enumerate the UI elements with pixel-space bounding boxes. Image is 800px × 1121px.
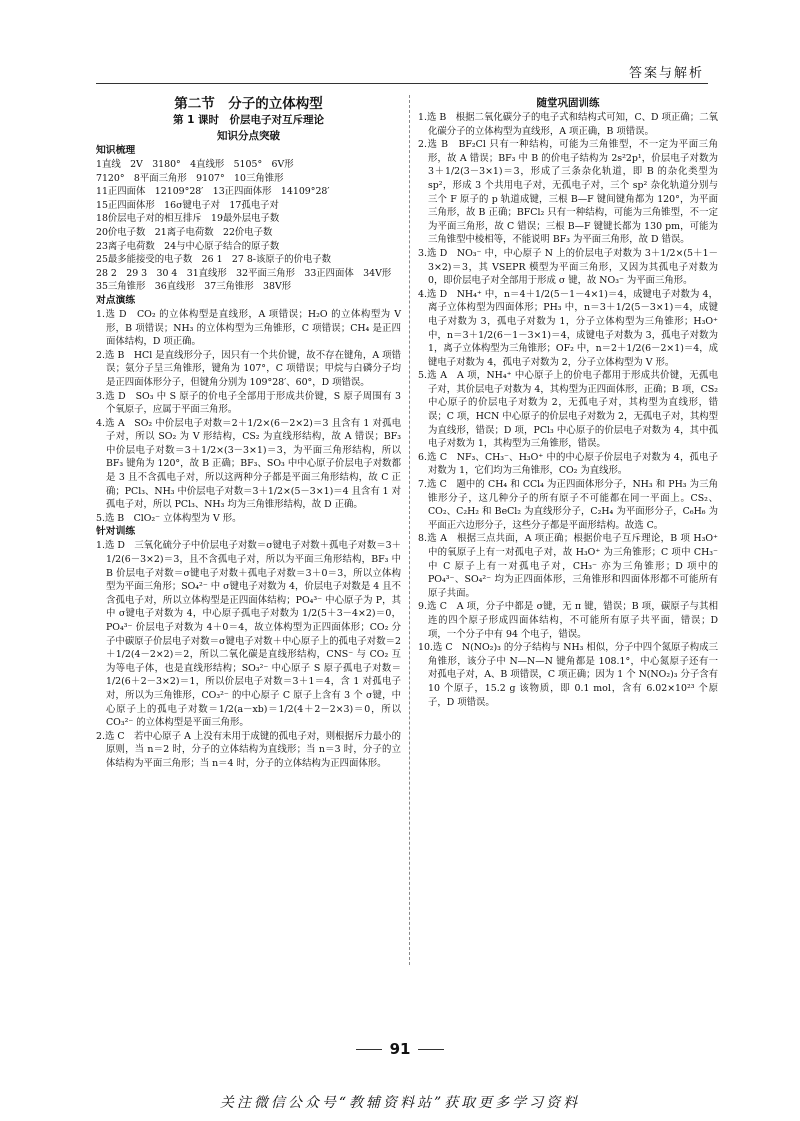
section-title: 第二节 分子的立体构型 [174,96,323,112]
page-number-value: 91 [389,1040,411,1058]
kp-line: 18价层电子对的相互排斥 19最外层电子数 [96,213,280,225]
lesson-title: 第 1 课时 价层电子对互斥理论 [172,114,325,126]
training-answer: 1.选 D 三氧化硫分子中价层电子对数＝σ键电子对数＋孤电子对数＝3＋1/2(6－3×2)＝3，且不含孤电子对，所以为平面三角形结构，BF₃ 中 B 价层电子对数＝σ键电子对数＋孤电子对数＝3＋0＝3，所以立体构型为平面三角形；SO₄²⁻ 中 σ键电子对数为 4，价层电子对数是 4 且不含孤电子对，所以立体构型是正四面体结构；PO₄³⁻ 中心原子为 P，其中 σ键电子对数为 4，中心原子孤电子对数为 1/2(5＋3－4×2)＝0，PO₄³⁻ 价层电子对数为 4＋0＝4，故立体构型为正四面体形；CO₂ 分子中碳原子价层电子对数＝σ键电子对数＋中心原子上的孤电子对数＝2＋1/2(4－2×2)＝2，所以二氧化碳是直线形结构，CNS⁻ 与 CO₂ 互为等电子体，也是直线形结构；SO₃²⁻ 中心原子 S 原子孤电子对数＝1/2(6＋2－3×2)＝1，所以价层电子对数＝3＋1＝4，含 1 对孤电子对，所以为三角锥形，CO₃²⁻ 的中心原子 C 原子上含有 3 个 σ键，中心原子上的孤电子对数＝1/2(a－xb)＝1/2(4＋2－2×3)＝0，所以 CO₃²⁻ 的立体构型是平面三角形。 [96,540,401,729]
training-answer: 2.选 C 若中心原子 A 上没有未用于成键的孤电子对，则根据斥力最小的原则，当 n＝2 时，分子的立体结构为直线形；当 n＝3 时，分子的立体结构为平面三角形；当 n＝4 时，分子的立体结构为正四面体形。 [96,730,401,769]
kp-line: 7120° 8平面三角形 9107° 10三角锥形 [96,172,284,184]
review-answer: 4.选 D NH₄⁺ 中，n＝4＋1/2(5－1－4×1)＝4，成键电子对数为 4，离子立体构型为四面体形；PH₃ 中，n＝3＋1/2(5－3×1)＝4，成键电子对数为 3，孤电子对数为 1，分子立体构型为三角锥形；H₃O⁺ 中，n＝3＋1/2(6－1－3×1)＝4，成键电子对数为 3，孤电子对数为 1，离子立体构型为三角锥形；OF₂ 中，n＝2＋1/2(6－2×1)＝4，成键电子对数为 4，孤电子对数为 2，分子立体构型为 V 形。 [418,288,718,368]
practice-answer: 1.选 D CO₂ 的立体构型是直线形，A 项错误；H₂O 的立体构型为 V 形，B 项错误；NH₃ 的立体构型为三角锥形，C 项错误；CH₄ 是正四面体结构，D 项正确。 [96,308,401,348]
kp-line: 25最多能接受的电子数 26 1 27 8-该原子的价电子数 [96,254,331,266]
review-answer: 1.选 B 根据二氧化碳分子的电子式和结构式可知，C、D 项正确；二氧化碳分子的立体构型为直线形，A 项正确，B 项错误。 [418,112,718,137]
column-divider [409,95,410,965]
dash-right [418,1049,444,1050]
review-heading: 随堂巩固训练 [536,97,600,109]
review-answer: 8.选 A 根据三点共面，A 项正确；根据价电子互斥理论，B 项 H₃O⁺ 中的氧原子上有一对孤电子对，故 H₃O⁺ 为三角锥形；C 项中 CH₃⁻ 中 C 原子上有一对孤电子对，CH₃⁻ 亦为三角锥形；D 项中的 PO₄³⁻、SO₄²⁻ 均为正四面体形，三角锥形和四面体形都不可能所有原子共面。 [418,533,718,599]
page-header-title: 答案与解析 [628,66,704,81]
part-title: 知识分点突破 [217,130,280,142]
review-answer: 7.选 C 题中的 CH₄ 和 CCl₄ 为正四面体形分子，NH₃ 和 PH₃ 为三角锥形分子，这几种分子的所有原子不可能都在同一平面上。CS₂、CO₂、C₂H₂ 和 BeCl₂ 为直线形分子，C₂H₄ 为平面形分子，C₆H₆ 为平面正六边形分子，这些分子都是平面形结构。故选 C。 [418,479,718,531]
kp-line: 20价电子数 21离子电荷数 22价电子数 [96,226,273,238]
practice-answer: 3.选 D SO₃ 中 S 原子的价电子全部用于形成共价键，S 原子周围有 3 个氧原子，应属于平面三角形。 [96,390,401,416]
header-rule [96,83,708,84]
practice-heading: 对点演练 [96,294,136,306]
kp-line: 1直线 2V 3180° 4直线形 5105° 6V形 [96,159,294,170]
knowledge-points [96,158,401,294]
kp-line: 15正四面体形 16σ键电子对 17孤电子对 [96,199,279,211]
review-answer: 6.选 C NF₃、CH₃⁻、H₃O⁺ 中的中心原子价层电子对数为 4，孤电子对数为 1，它们均为三角锥形，CO₂ 为直线形。 [418,451,718,477]
kp-line: 11正四面体 12109°28′ 13正四面体形 14109°28′ [96,186,330,198]
right-column [418,95,718,709]
knowledge-points-heading: 知识梳理 [96,145,136,156]
footer-note: 关注微信公众号“教辅资料站”获取更多学习资料 [219,1095,581,1111]
kp-line: 23离子电荷数 24与中心原子结合的原子数 [96,240,280,252]
practice-answer: 5.选 B ClO₂⁻ 立体构型为 V 形。 [96,512,242,524]
dash-left [356,1049,382,1050]
targeted-training-heading: 针对训练 [96,526,136,538]
left-column [96,95,401,771]
review-answer: 10.选 C N(NO₂)₃ 的分子结构与 NH₃ 相似，分子中四个氮原子构成三角锥形，该分子中 N—N—N 键角都是 108.1°，中心氮原子还有一对孤电子对，A、B 项错误，C 项正确；因为 1 个 N(NO₂)₃ 分子含有 10 个原子，15.2 g 该物质，即 0.1 mol，含有 6.02×10²³ 个原子，D 项错误。 [418,642,718,708]
review-answer: 9.选 C A 项，分子中都是 σ键，无 π 键，错误；B 项，碳原子与其相连的四个原子形成四面体结构，不可能所有原子共平面，错误；D 项，一个分子中有 94 个电子，错误。 [418,601,718,640]
review-answer: 3.选 D NO₃⁻ 中，中心原子 N 上的价层电子对数为 3＋1/2×(5＋1－3×2)＝3，其 VSEPR 模型为平面三角形，又因为其孤电子对数为 0，即价层电子对全部用于形成 σ 键，故 NO₃⁻ 为平面三角形。 [418,247,718,287]
practice-answer: 2.选 B HCl 是直线形分子，因只有一个共价键，故不存在键角，A 项错误；氨分子呈三角锥形，键角为 107°，C 项错误；甲烷与白磷分子均是正四面体形分子，但键角分别为 109°28′、60°，D 项错误。 [96,349,401,388]
kp-line: 28 2 29 3 30 4 31直线形 32平面三角形 33正四面体 34V形 35三角锥形 36直线形 37三角锥形 38V形 [96,267,401,293]
page-number [0,1040,800,1058]
review-answer: 2.选 B BF₂Cl 只有一种结构，可能为三角锥型，不一定为平面三角形，故 A 错误；BF₃ 中 B 的价电子结构为 2s²2p¹，价层电子对数为 3＋1/2(3－3×1)＝3，形成了三条杂化轨道，即 B 的杂化类型为 sp²，形成 3 个共用电子对，无孤电子对，三个 sp² 杂化轨道分别与三个 F 原子的 p 轨道成键，三根 B—F 键间键角都为 120°，为平面三角形，故 B 正确；BFCl₂ 只有一种结构，可能为三角锥型，不一定为平面三角形，故 C 错误；三根 B—F 键键长都为 130 pm，可能为三角锥型中棱相等，不能说明 BF₃ 为平面三角形，故 D 错误。 [418,139,718,246]
review-answer: 5.选 A A 项，NH₄⁺ 中心原子上的价电子都用于形成共价键，无孤电子对，其价层电子对数为 4，其构型为正四面体形，正确；B 项，CS₂ 中心原子的价层电子对数为 2，无孤电子对，其构型为直线形，错误；C 项，HCN 中心原子的价层电子对数为 2，无孤电子对，其构型为直线形，错误；D 项，PCl₃ 中心原子的价层电子对数为 4，其中孤电子对数为 1，其构型为三角锥形，错误。 [418,370,718,450]
practice-answer: 4.选 A SO₂ 中价层电子对数＝2＋1/2×(6－2×2)＝3 且含有 1 对孤电子对，所以 SO₂ 为 V 形结构，CS₂ 为直线形结构，故 A 错误；BF₃ 中价层电子对数＝3＋1/2×(3－3×1)＝3，为平面三角形结构，所以 BF₃ 键角为 120°，故 B 正确；BF₃、SO₃ 中中心原子价层电子对数都是 3 且不含孤电子对，所以这两种分子都是平面三角形结构，故 C 正确；PCl₃、NH₃ 中价层电子对数＝3＋1/2×(5－3×1)＝4 且含有 1 对孤电子对，所以 PCl₃、NH₃ 均为三角锥形结构，故 D 正确。 [96,417,401,511]
